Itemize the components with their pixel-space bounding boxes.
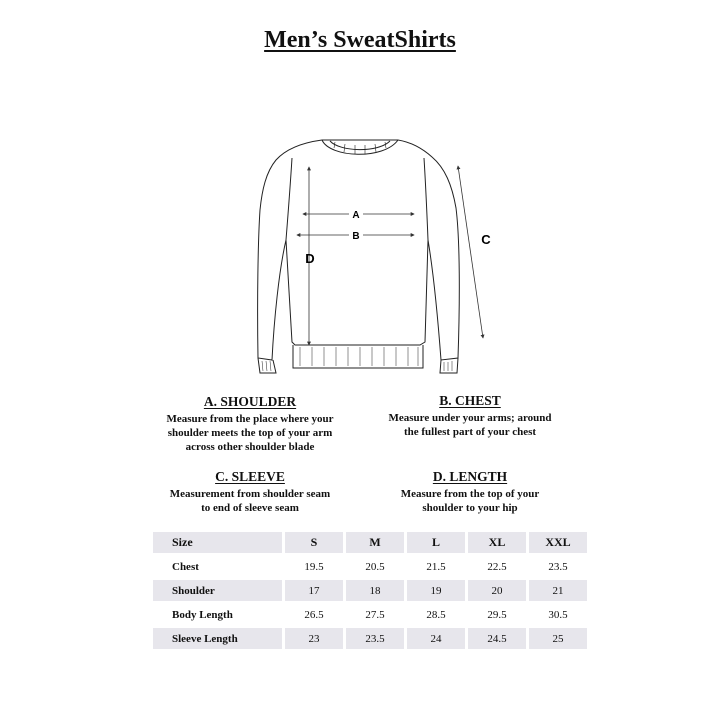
section-heading: A. SHOULDER [203,394,297,409]
table-row [153,580,587,601]
section-heading: D. LENGTH [432,469,508,484]
header-cell: XL [468,532,526,553]
section-chest [370,393,570,439]
label-d: D [305,251,315,266]
row-label: Sleeve Length [153,628,282,649]
table-cell: 29.5 [487,608,507,621]
section-description: Measurement from shoulder seam to end of sleeve seam [169,488,331,514]
section-description: Measure from the place where your shoulder meets the top of your arm across other shoulder blade [166,413,334,453]
table-cell: 19.5 [304,560,324,573]
table-cell: 21 [529,580,587,601]
section-description: Measure from the top of your shoulder to your hip [400,488,540,514]
table-cell: 24.5 [468,628,526,649]
label-a: A [352,210,360,221]
table-cell: 23.5 [548,560,568,573]
table-cell: 26.5 [304,608,324,621]
table-cell: 18 [346,580,404,601]
table-cell: 21.5 [426,560,446,573]
header-cell: M [346,532,404,553]
sweatshirt-outline [258,140,460,373]
label-b: B [352,231,360,242]
table-cell: 25 [529,628,587,649]
section-heading: C. SLEEVE [215,469,285,484]
size-chart-table [150,529,590,652]
row-label: Chest [172,560,199,573]
measurement-arrows [297,166,483,345]
sweatshirt-diagram [240,125,510,385]
table-header-row [153,532,587,553]
table-cell: 17 [285,580,343,601]
table-cell: 23.5 [346,628,404,649]
header-cell: L [407,532,465,553]
header-cell: S [285,532,343,553]
section-length [370,469,570,515]
table-cell: 19 [407,580,465,601]
row-label: Shoulder [153,580,282,601]
arrow-c [458,166,483,338]
section-shoulder [150,394,350,454]
table-cell: 20 [468,580,526,601]
section-sleeve [150,469,350,515]
header-cell: XXL [529,532,587,553]
page-title: Men’s SweatShirts [264,27,456,53]
table-cell: 23 [285,628,343,649]
section-description: Measure under your arms; around the fullest part of your chest [388,412,552,438]
row-label: Body Length [172,608,233,621]
table-cell: 30.5 [548,608,568,621]
table-cell: 22.5 [487,560,507,573]
header-cell: Size [153,532,282,553]
table-cell: 27.5 [365,608,385,621]
table-row [153,628,587,649]
table-cell: 24 [407,628,465,649]
section-heading: B. CHEST [439,393,501,408]
table-row [153,604,587,625]
table-cell: 28.5 [426,608,446,621]
label-c: C [481,232,491,247]
table-cell: 20.5 [365,560,385,573]
table-row [153,556,587,577]
